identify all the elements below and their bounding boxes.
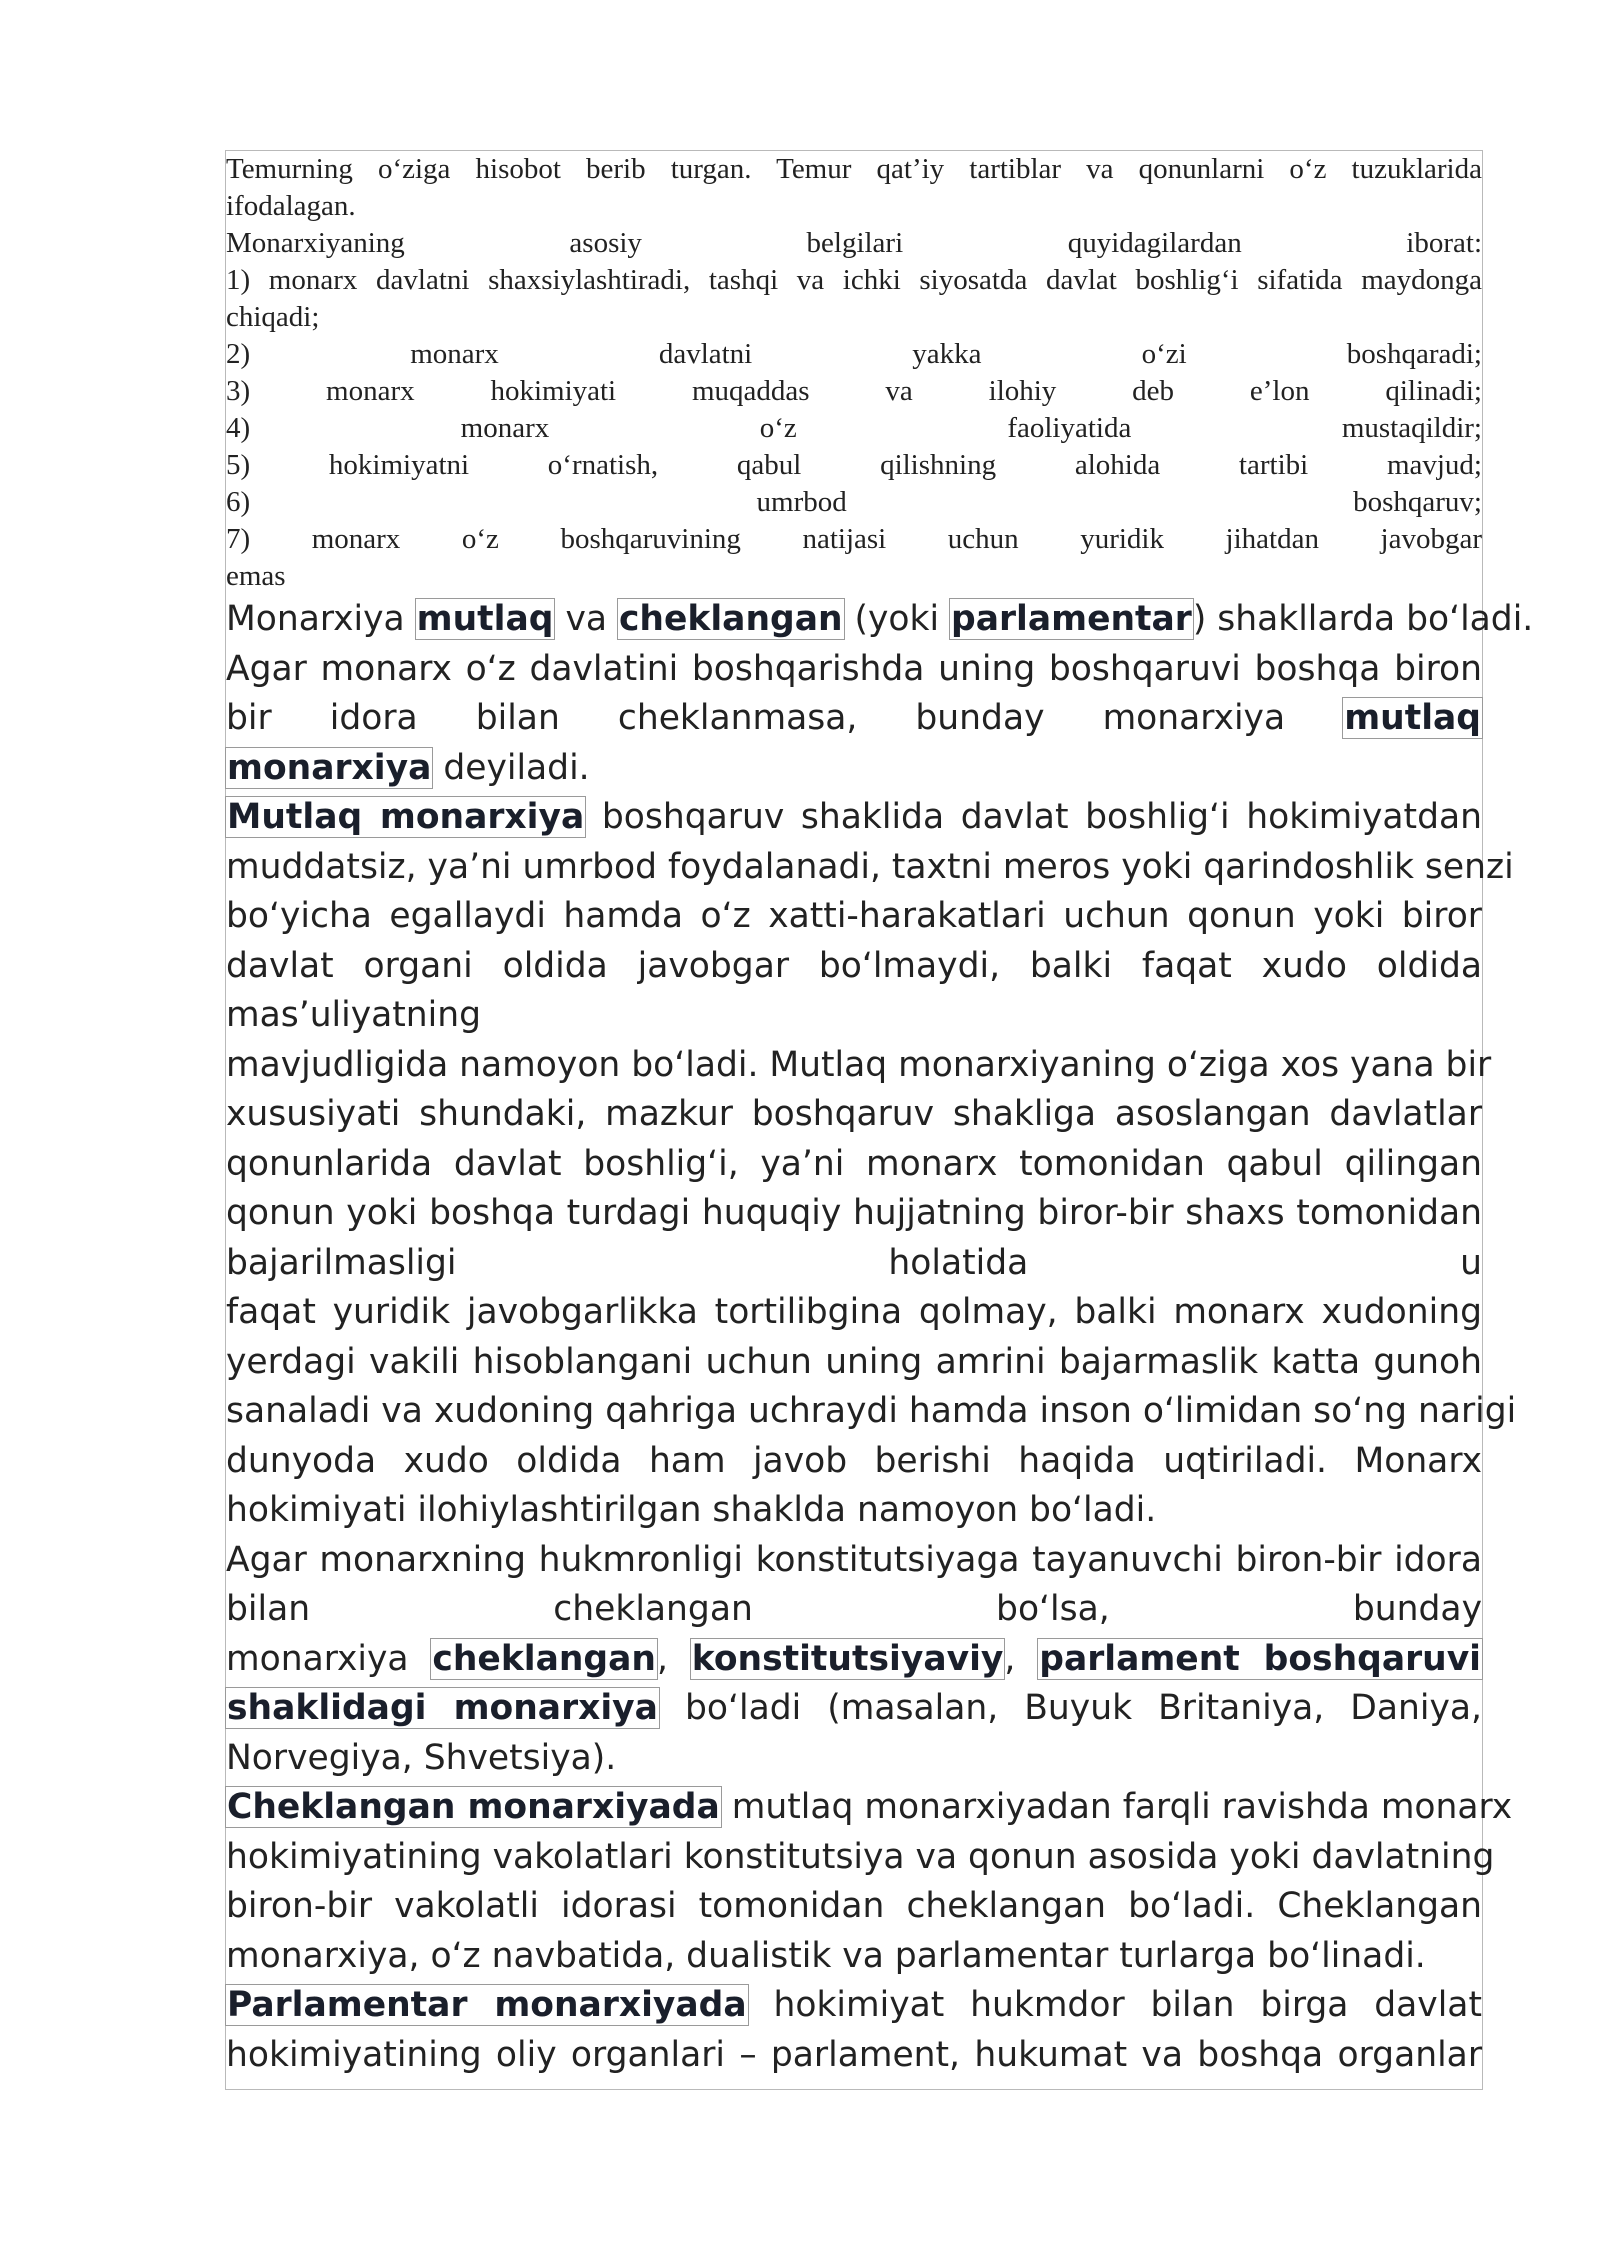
keyword-highlight: mutlaq bbox=[416, 599, 554, 639]
text-line: Agar monarx o‘z davlatini boshqarishda uning boshqaruvi boshqa biron bbox=[226, 648, 1482, 689]
text-line: dunyoda xudo oldida ham javob berishi haqida uqtiriladi. Monarx bbox=[226, 1440, 1482, 1481]
text-line: monarxiya deyiladi. bbox=[227, 747, 590, 788]
text-line: hokimiyati ilohiylashtirilgan shaklda namoyon bo‘ladi. bbox=[226, 1490, 1157, 1530]
text-line: bir idora bilan cheklanmasa, bunday monarxiya mutlaq bbox=[226, 698, 1481, 738]
feature-item-5: 5) hokimiyatni o‘rnatish, qabul qilishning alohida tartibi mavjud; bbox=[226, 449, 1482, 481]
text-line: bilan cheklangan bo‘lsa, bunday bbox=[226, 1589, 1482, 1629]
text-line: shaklidagi monarxiya bo‘ladi (masalan, Buyuk Britaniya, Daniya, bbox=[227, 1688, 1482, 1728]
keyword-highlight: cheklangan bbox=[618, 599, 843, 639]
text-line: hokimiyatining oliy organlari – parlament, hukumat va boshqa organlar bbox=[226, 2034, 1482, 2075]
text-line: muddatsiz, ya’ni umrbod foydalanadi, taxtni meros yoki qarindoshlik senzi bbox=[226, 846, 1514, 887]
keyword-highlight: monarxiya bbox=[227, 747, 432, 788]
text-line: hokimiyatining vakolatlari konstitutsiya va qonun asosida yoki davlatning bbox=[226, 1836, 1495, 1877]
text-line: Parlamentar monarxiyada hokimiyat hukmdor bilan birga davlat bbox=[227, 1985, 1482, 2025]
paragraph-constitutional-monarchy bbox=[226, 1783, 1513, 1981]
text-line: xususiyati shundaki, mazkur boshqaruv shakliga asoslangan davlatlar bbox=[226, 1094, 1482, 1134]
feature-item-7-cont: emas bbox=[226, 560, 286, 592]
text-line: faqat yuridik javobgarlikka tortilibgina qolmay, balki monarx xudoning bbox=[226, 1292, 1482, 1332]
keyword-highlight: mutlaq bbox=[1344, 698, 1481, 738]
text-line: bo‘yicha egallaydi hamda o‘z xatti-harakatlari uchun qonun yoki biror bbox=[226, 896, 1482, 936]
text-line: yerdagi vakili hisoblangani uchun uning amrini bajarmaslik katta gunoh bbox=[226, 1341, 1482, 1382]
paragraph-forms bbox=[226, 595, 1534, 793]
text-line: Mutlaq monarxiya boshqaruv shaklida davlat boshlig‘i hokimiyatdan bbox=[227, 797, 1482, 837]
text-line: davlat organi oldida javobgar bo‘lmaydi, balki faqat xudo oldida bbox=[226, 945, 1482, 986]
text-line: Agar monarxning hukmronligi konstitutsiyaga tayanuvchi biron-bir idora bbox=[226, 1539, 1482, 1580]
text-line: Cheklangan monarxiyada mutlaq monarxiyadan farqli ravishda monarx bbox=[227, 1787, 1513, 1827]
intro-line: ifodalagan. bbox=[226, 190, 356, 222]
text-line: Norvegiya, Shvetsiya). bbox=[226, 1737, 617, 1778]
intro-line: Temurning o‘ziga hisobot berib turgan. Temur qat’iy tartiblar va qonunlarni o‘z tuzuklarida bbox=[226, 153, 1482, 185]
text-line: qonun yoki boshqa turdagi huquqiy hujjatning biror-bir shaxs tomonidan bbox=[226, 1193, 1482, 1233]
text-line: Monarxiya mutlaq va cheklangan (yoki parlamentar) shakllarda bo‘ladi. bbox=[226, 599, 1534, 639]
text-line: mavjudligida namoyon bo‘ladi. Mutlaq monarxiyaning o‘ziga xos yana bir bbox=[226, 1044, 1492, 1085]
keyword-highlight: parlamentar bbox=[951, 599, 1192, 639]
keyword-highlight: Mutlaq monarxiya bbox=[227, 797, 585, 837]
feature-item-7: 7) monarx o‘z boshqaruvining natijasi uchun yuridik jihatdan javobgar bbox=[226, 523, 1482, 555]
text-line: monarxiya, o‘z navbatida, dualistik va parlamentar turlarga bo‘linadi. bbox=[226, 1935, 1426, 1976]
text-block bbox=[225, 150, 1534, 2090]
paragraph-absolute-monarchy bbox=[226, 793, 1517, 1536]
feature-item-1-cont: chiqadi; bbox=[226, 301, 320, 333]
text-line: biron-bir vakolatli idorasi tomonidan cheklangan bo‘ladi. Cheklangan bbox=[226, 1886, 1482, 1926]
text-line: mas’uliyatning bbox=[226, 995, 482, 1035]
keyword-highlight: Cheklangan monarxiyada bbox=[227, 1787, 720, 1827]
keyword-highlight: Parlamentar monarxiyada bbox=[227, 1985, 747, 2025]
text-line: qonunlarida davlat boshlig‘i, ya’ni monarx tomonidan qabul qilingan bbox=[226, 1143, 1482, 1184]
paragraph-parliamentary-monarchy bbox=[226, 1981, 1482, 2080]
feature-item-3: 3) monarx hokimiyati muqaddas va ilohiy deb e’lon qilinadi; bbox=[226, 375, 1482, 407]
feature-item-6: 6) umrbod boshqaruv; bbox=[226, 486, 1482, 518]
keyword-highlight: shaklidagi monarxiya bbox=[227, 1688, 658, 1728]
keyword-highlight: parlament boshqaruvi bbox=[1039, 1638, 1482, 1679]
features-heading: Monarxiyaning asosiy belgilari quyidagilardan iborat: bbox=[226, 227, 1482, 259]
keyword-highlight: konstitutsiyaviy bbox=[691, 1638, 1004, 1679]
feature-item-2: 2) monarx davlatni yakka o‘zi boshqaradi; bbox=[226, 338, 1482, 370]
feature-item-1: 1) monarx davlatni shaxsiylashtiradi, tashqi va ichki siyosatda davlat boshlig‘i sifatida maydonga bbox=[226, 264, 1482, 296]
text-line: bajarilmasligi holatida u bbox=[226, 1242, 1482, 1283]
paragraph-limited-monarchy bbox=[226, 1536, 1482, 1784]
intro-section bbox=[226, 151, 1482, 595]
text-line: monarxiya cheklangan, konstitutsiyaviy, parlament boshqaruvi bbox=[226, 1638, 1482, 1679]
feature-item-4: 4) monarx o‘z faoliyatida mustaqildir; bbox=[226, 412, 1482, 444]
text-line: sanaladi va xudoning qahriga uchraydi hamda inson o‘limidan so‘ng narigi bbox=[226, 1391, 1517, 1431]
keyword-highlight: cheklangan bbox=[432, 1638, 656, 1679]
